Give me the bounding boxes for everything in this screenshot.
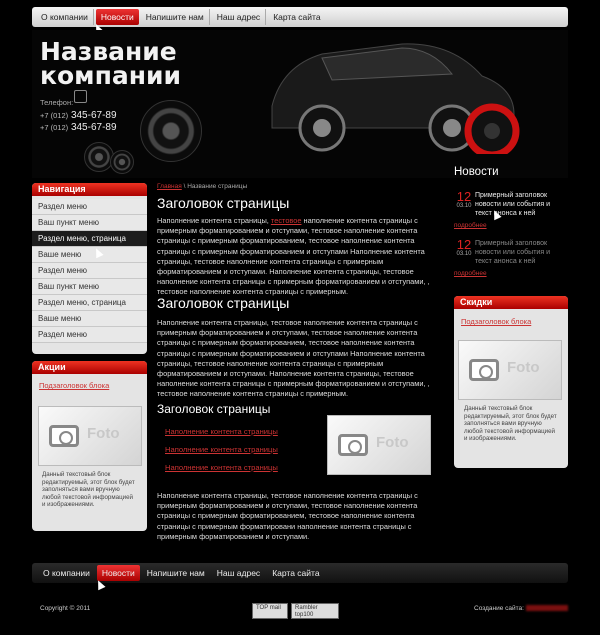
discounts-image — [458, 340, 562, 400]
content-paragraph-2: Наполнение контента страницы, тестовое наполнение контента страницы с примерным форматированием и отступами, тестовое наполнение контента страницы с примерным форматированием, тестовое наполнение контента страницы с примерным форматированием и отступами Наполнение контента страницы, тестовое наполнение контента страницы с примерным форматированием и отступами. Наполнение контента страницы, тестовое наполнение контента страницы с примерным форматированием и отступами, , тестовое наполнение контента страницы с примерным. — [157, 318, 430, 399]
news-headline-link[interactable]: Примерный заголовок новости или события и текст анонса к ней — [475, 240, 550, 265]
section-heading-2: Заголовок страницы — [157, 295, 290, 311]
discounts-subtitle-link[interactable]: Подзаголовок блока — [461, 317, 532, 326]
discounts-title: Скидки — [454, 296, 568, 309]
footer-navigation — [32, 563, 568, 583]
news-headline-link[interactable]: Примерный заголовок новости или события и текст анонса к ней — [475, 192, 550, 217]
footer-nav-sitemap[interactable]: Карта сайта — [272, 568, 320, 578]
promo-subtitle-link[interactable]: Подзаголовок блока — [39, 381, 110, 390]
sidebar-item[interactable]: Раздел меню, страница — [32, 295, 147, 311]
sidebar-item[interactable]: Раздел меню — [32, 263, 147, 279]
sidebar-item-selected[interactable]: Раздел меню, страница — [32, 231, 147, 247]
phone-2 — [40, 122, 117, 133]
developer-link[interactable] — [526, 605, 568, 611]
content-link-2[interactable]: Наполнение контента страницы — [165, 445, 278, 454]
sidebar-nav-list — [32, 196, 147, 343]
news-more-link[interactable]: подробнее — [454, 222, 487, 229]
camera-icon — [469, 359, 499, 381]
news-month: 03.10 — [456, 203, 472, 209]
news-title: Новости — [454, 166, 499, 178]
content-p1-start: Наполнение контента страницы, — [157, 216, 271, 225]
nav-contact[interactable]: Напишите нам — [141, 9, 210, 25]
sidebar-nav-title: Навигация — [32, 183, 147, 196]
foto-placeholder-label: Foto — [87, 425, 120, 442]
news-day: 12 — [456, 189, 472, 204]
news-date — [454, 190, 474, 209]
promo-block — [32, 361, 147, 531]
content-link-1[interactable]: Наполнение контента страницы — [165, 427, 278, 436]
breadcrumb-home-link[interactable]: Главная — [157, 183, 182, 190]
nav-news[interactable]: Новости — [96, 9, 139, 25]
footer-nav-about[interactable]: О компании — [43, 568, 90, 578]
breadcrumb — [157, 183, 247, 190]
promo-image — [38, 406, 142, 466]
content-paragraph-3: Наполнение контента страницы, тестовое наполнение контента страницы с примерным форматированием и отступами, тестовое наполнение контента страницы с примерным форматированием, тестовое наполнение контента страницы с примерным форматировани наполнение контента страницы с примерным форматированием и отступами. — [157, 491, 418, 541]
brand-line-2: компании — [40, 61, 182, 90]
content-inline-link[interactable]: тестовое — [270, 216, 302, 225]
footer-nav-news[interactable]: Новости — [97, 565, 140, 581]
phone-2-code: +7 (012) — [40, 123, 69, 132]
content-p1-end: наполнение контента страницы с примерным форматированием и отступами, тестовое наполнение контента страницы с примерным форматированием, тестовое наполнение контента страницы с примерным форматированием и отступами Наполнение контента страницы, тестовое наполнение контента страницы с примерным форматированием и отступами. Наполнение контента страницы, тестовое наполнение контента страницы с примерным форматированием и отступами, , тестовое наполнение контента страницы с примерным. — [157, 216, 430, 297]
company-logo[interactable] — [40, 37, 182, 90]
phone-1-code: +7 (012) — [40, 111, 69, 120]
phone-icon — [74, 90, 87, 103]
breadcrumb-current: Название страницы — [187, 183, 248, 190]
news-date — [454, 238, 474, 257]
foto-placeholder-label: Foto — [376, 434, 409, 451]
news-month: 03.10 — [456, 251, 472, 257]
car-illustration — [252, 36, 532, 154]
nav-sitemap[interactable]: Карта сайта — [273, 12, 321, 22]
news-day: 12 — [456, 237, 472, 252]
camera-icon — [49, 425, 79, 447]
phone-label: Телефон: — [40, 98, 74, 107]
content-image — [327, 415, 431, 475]
content-link-3[interactable]: Наполнение контента страницы — [165, 463, 278, 472]
breadcrumb-separator: \ — [183, 183, 186, 190]
discounts-text: Данный текстовый блок редактируемый, этот блок будет заполняться вами вручную любой текстовой информацией и изображениями. — [464, 405, 557, 442]
page-title: Заголовок страницы — [157, 195, 290, 211]
footer-nav-contact[interactable]: Напишите нам — [146, 568, 205, 578]
sidebar-item[interactable]: Ваше меню — [32, 311, 147, 327]
topmail-badge[interactable]: TOP mail — [252, 603, 288, 619]
content-paragraph-1 — [157, 216, 437, 298]
promo-text: Данный текстовый блок редактируемый, этот блок будет заполняться вами вручную любой текстовой информацией и изображениями. — [42, 471, 135, 508]
discounts-block — [454, 296, 568, 468]
speaker-icon — [140, 100, 202, 162]
speaker-icon — [110, 150, 134, 174]
speaker-icon — [84, 142, 114, 172]
news-item — [454, 238, 568, 280]
phone-2-number: 345-67-89 — [70, 122, 117, 133]
sidebar-item[interactable]: Ваше меню — [32, 247, 147, 263]
nav-address[interactable]: Наш адрес — [212, 9, 266, 25]
created-label: Создание сайта: — [474, 605, 524, 612]
news-more-link[interactable]: подробнее — [454, 270, 487, 277]
camera-icon — [338, 434, 368, 456]
promo-title: Акции — [32, 361, 147, 374]
site-credits — [474, 605, 568, 612]
section-heading-3: Заголовок страницы — [157, 402, 271, 416]
top-navigation — [32, 7, 568, 27]
rambler-badge[interactable]: Rambler top100 — [291, 603, 339, 619]
brand-line-1: Название — [40, 37, 177, 66]
sidebar-item[interactable]: Ваш пункт меню — [32, 279, 147, 295]
sidebar-item[interactable]: Ваш пункт меню — [32, 215, 147, 231]
nav-about[interactable]: О компании — [36, 9, 94, 25]
phone-1-number: 345-67-89 — [70, 110, 117, 121]
foto-placeholder-label: Foto — [507, 359, 540, 376]
sidebar-item[interactable]: Раздел меню — [32, 199, 147, 215]
counter-badges — [252, 603, 339, 619]
sidebar-navigation — [32, 183, 147, 354]
phone-1 — [40, 110, 117, 121]
footer-nav-address[interactable]: Наш адрес — [216, 568, 261, 578]
news-item — [454, 190, 568, 232]
header-banner — [32, 30, 568, 178]
sidebar-item[interactable]: Раздел меню — [32, 327, 147, 343]
copyright: Copyright © 2011 — [40, 605, 91, 612]
